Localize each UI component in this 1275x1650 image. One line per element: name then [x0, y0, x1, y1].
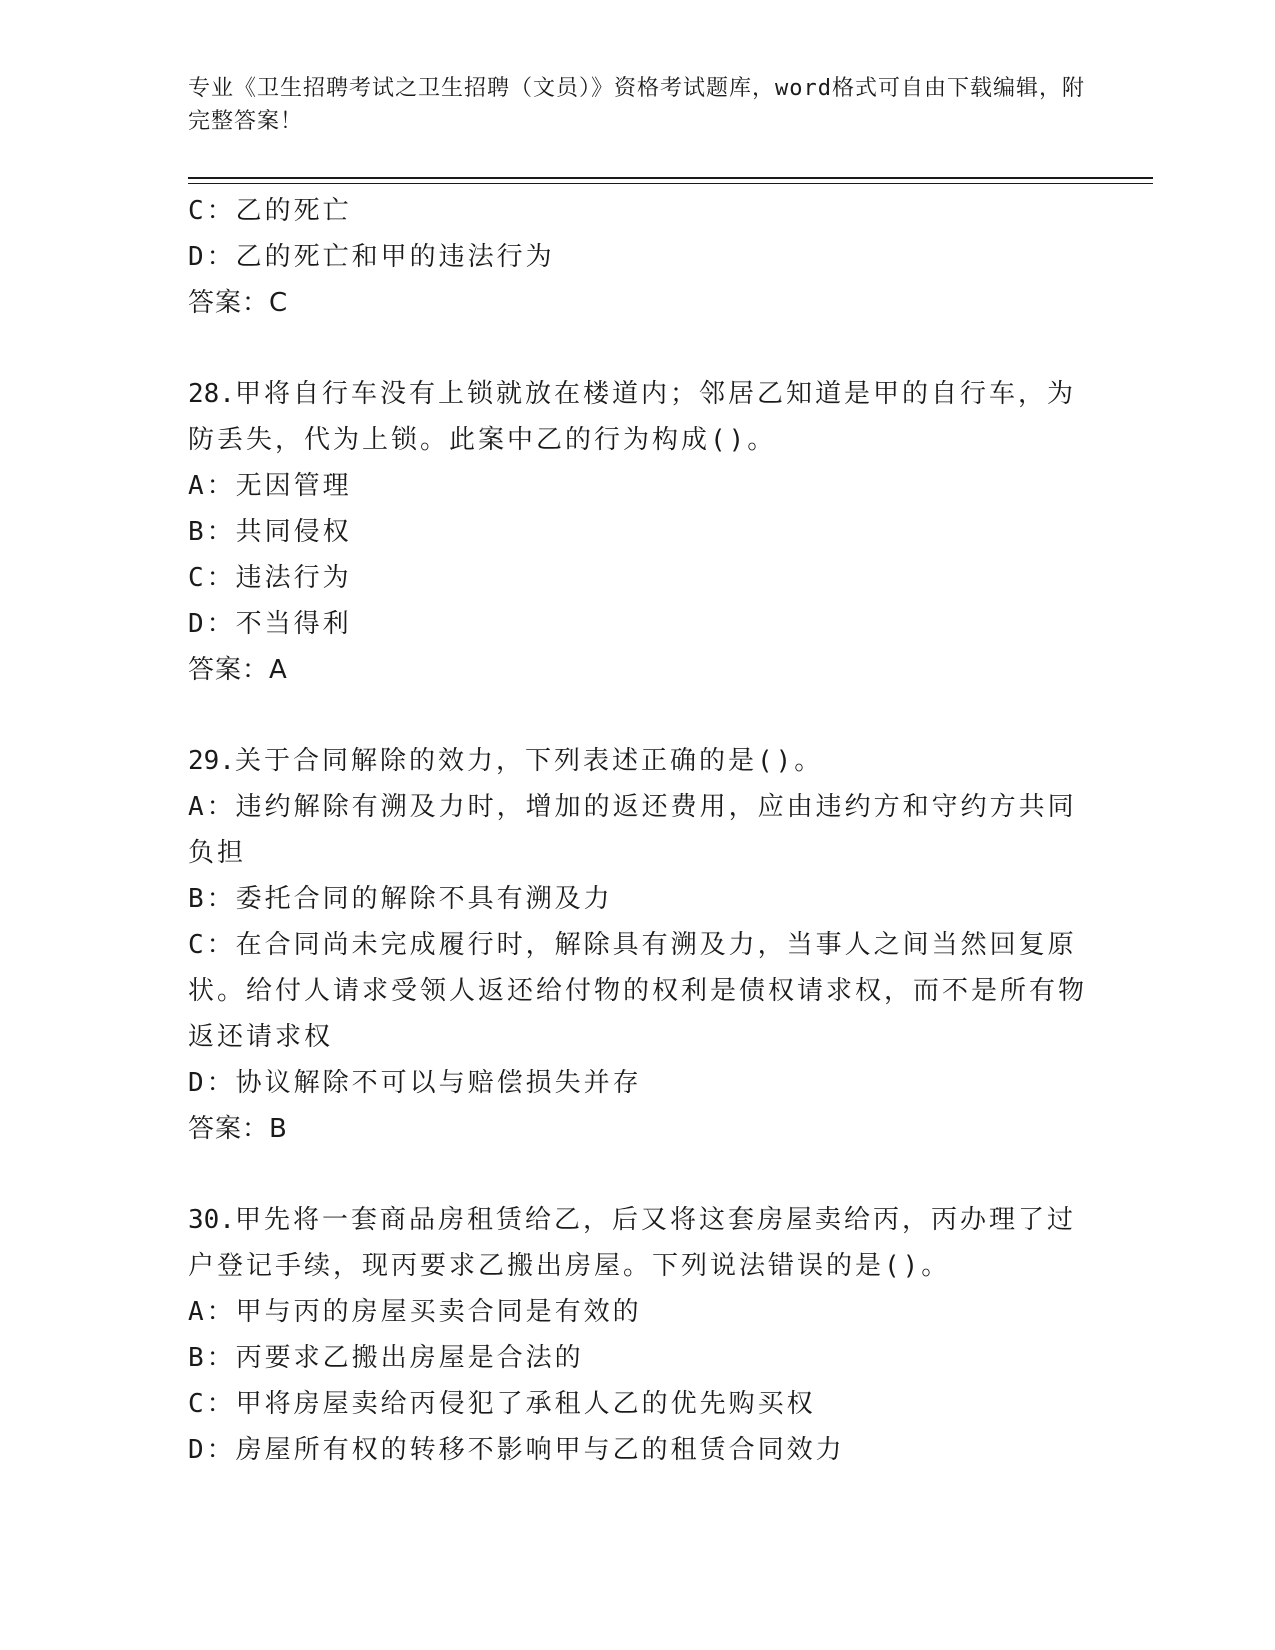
question-29	[188, 738, 1088, 1152]
option-a: A：甲与丙的房屋买卖合同是有效的	[188, 1297, 642, 1327]
option-b: B：委托合同的解除不具有溯及力	[188, 884, 613, 914]
option-d: D：乙的死亡和甲的违法行为	[188, 242, 555, 272]
question-number: 29.	[188, 746, 235, 776]
question-stem	[188, 738, 1088, 784]
question-28	[188, 371, 1088, 693]
question-text: 甲先将一套商品房租赁给乙，后又将这套房屋卖给丙，丙办理了过户登记手续，现丙要求乙搬出房屋。下列说法错误的是()。	[188, 1205, 1076, 1281]
option-d: D：房屋所有权的转移不影响甲与乙的租赁合同效力	[188, 1435, 845, 1465]
option-c: C：甲将房屋卖给丙侵犯了承租人乙的优先购买权	[188, 1389, 816, 1419]
question-text: 关于合同解除的效力，下列表述正确的是()。	[234, 746, 824, 776]
answer-label: 答案：C	[188, 288, 289, 318]
option-c: C：违法行为	[188, 563, 352, 593]
option-b: B：共同侵权	[188, 517, 352, 547]
option-c: C：乙的死亡	[188, 196, 352, 226]
answer-label: 答案：A	[188, 655, 288, 685]
header-rule-thin	[188, 183, 1153, 184]
question-stem	[188, 371, 1088, 463]
question-30	[188, 1197, 1088, 1473]
question-stem	[188, 1197, 1088, 1289]
document-body	[188, 188, 1088, 1473]
question-number: 30.	[188, 1205, 235, 1235]
option-d: D：协议解除不可以与赔偿损失并存	[188, 1068, 642, 1098]
header-rule-thick	[188, 177, 1153, 179]
option-c: C：在合同尚未完成履行时，解除具有溯及力，当事人之间当然回复原状。给付人请求受领人返还给付物的权利是债权请求权，而不是所有物返还请求权	[188, 930, 1088, 1052]
answer-label: 答案：B	[188, 1114, 288, 1144]
question-number: 28.	[188, 379, 235, 409]
question-27-continued	[188, 188, 1088, 326]
page-header: 专业《卫生招聘考试之卫生招聘（文员）》资格考试题库，word格式可自由下载编辑，附完整答案！	[188, 76, 1085, 134]
question-text: 甲将自行车没有上锁就放在楼道内；邻居乙知道是甲的自行车，为防丢失，代为上锁。此案中乙的行为构成()。	[188, 379, 1076, 455]
option-d: D：不当得利	[188, 609, 352, 639]
option-a: A：无因管理	[188, 471, 352, 501]
option-b: B：丙要求乙搬出房屋是合法的	[188, 1343, 584, 1373]
option-a: A：违约解除有溯及力时，增加的返还费用，应由违约方和守约方共同负担	[188, 792, 1077, 868]
